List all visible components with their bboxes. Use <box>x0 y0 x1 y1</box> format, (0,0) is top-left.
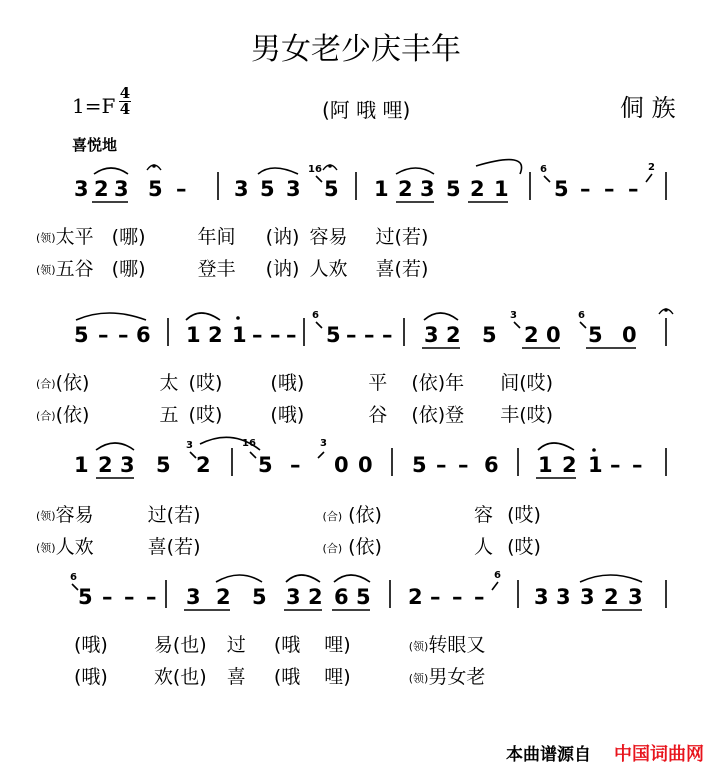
svg-text:2: 2 <box>408 585 423 609</box>
svg-text:1: 1 <box>74 453 89 477</box>
svg-text:3: 3 <box>420 177 435 201</box>
svg-text:0: 0 <box>358 453 373 477</box>
svg-text:–: – <box>382 323 393 347</box>
svg-text:3: 3 <box>114 177 129 201</box>
svg-text:2: 2 <box>398 177 413 201</box>
source-site-link[interactable]: 中国词曲网 <box>614 744 704 765</box>
svg-text:1: 1 <box>494 177 509 201</box>
svg-text:2: 2 <box>446 323 461 347</box>
svg-text:–: – <box>430 585 441 609</box>
svg-text:6: 6 <box>540 164 547 175</box>
svg-text:1: 1 <box>538 453 553 477</box>
svg-text:5: 5 <box>260 177 275 201</box>
svg-text:2: 2 <box>196 453 211 477</box>
svg-text:3: 3 <box>580 585 595 609</box>
svg-text:3: 3 <box>424 323 439 347</box>
svg-text:0: 0 <box>334 453 349 477</box>
svg-text:16: 16 <box>308 164 322 175</box>
svg-text:–: – <box>436 453 447 477</box>
lyric-row1-verse2: (领)五谷 (哪) 登丰 (讷) 人欢 喜(若) <box>36 258 429 280</box>
svg-text:3: 3 <box>286 177 301 201</box>
lyric-row4-verse1: (哦) 易(也) 过 (哦 哩) (领)转眼又 <box>74 634 486 656</box>
svg-text:5: 5 <box>554 177 569 201</box>
svg-text:–: – <box>364 323 375 347</box>
svg-text:6: 6 <box>578 310 585 321</box>
svg-text:3: 3 <box>534 585 549 609</box>
time-signature: 4 4 <box>119 84 131 118</box>
svg-text:–: – <box>146 585 157 609</box>
tempo-marking: 喜悦地 <box>72 136 118 154</box>
svg-text:–: – <box>102 585 113 609</box>
svg-text:0: 0 <box>622 323 637 347</box>
svg-text:6: 6 <box>484 453 499 477</box>
svg-text:–: – <box>604 177 615 201</box>
lyric-row3-verse1: (领)容易 过(若) (合) (依) 容 (哎) <box>36 504 541 526</box>
svg-text:–: – <box>290 453 301 477</box>
svg-text:–: – <box>270 323 281 347</box>
svg-text:5: 5 <box>258 453 273 477</box>
svg-text:3: 3 <box>186 440 193 451</box>
svg-text:5: 5 <box>156 453 171 477</box>
svg-text:–: – <box>176 177 187 201</box>
svg-text:1: 1 <box>186 323 201 347</box>
svg-text:5: 5 <box>482 323 497 347</box>
svg-text:1: 1 <box>374 177 389 201</box>
svg-text:2: 2 <box>524 323 539 347</box>
svg-text:2: 2 <box>470 177 485 201</box>
svg-text:6: 6 <box>136 323 151 347</box>
svg-text:5: 5 <box>74 323 89 347</box>
svg-text:5: 5 <box>356 585 371 609</box>
svg-text:–: – <box>474 585 485 609</box>
svg-text:–: – <box>346 323 357 347</box>
lyric-row2-verse2: (合)(依) 五 (哎) (哦) 谷 (依)登 丰(哎) <box>36 404 554 426</box>
svg-text:16: 16 <box>242 438 256 449</box>
svg-text:6: 6 <box>70 572 77 583</box>
svg-text:2: 2 <box>216 585 231 609</box>
svg-text:–: – <box>286 323 297 347</box>
svg-text:5: 5 <box>588 323 603 347</box>
svg-text:–: – <box>632 453 643 477</box>
svg-text:5: 5 <box>148 177 163 201</box>
svg-text:1: 1 <box>232 323 247 347</box>
song-subtitle: (阿 哦 哩) <box>322 98 411 122</box>
svg-text:2: 2 <box>648 162 655 173</box>
svg-text:5: 5 <box>326 323 341 347</box>
svg-text:5: 5 <box>412 453 427 477</box>
svg-text:5: 5 <box>324 177 339 201</box>
svg-text:3: 3 <box>556 585 571 609</box>
svg-text:3: 3 <box>120 453 135 477</box>
lyric-row1-verse1: (领)太平 (哪) 年间 (讷) 容易 过(若) <box>36 226 429 248</box>
svg-text:–: – <box>580 177 591 201</box>
svg-text:–: – <box>252 323 263 347</box>
svg-text:–: – <box>118 323 129 347</box>
svg-text:3: 3 <box>628 585 643 609</box>
svg-text:3: 3 <box>74 177 89 201</box>
svg-text:2: 2 <box>562 453 577 477</box>
lyric-row2-verse1: (合)(依) 太 (哎) (哦) 平 (依)年 间(哎) <box>36 372 554 394</box>
svg-text:2: 2 <box>208 323 223 347</box>
svg-text:3: 3 <box>186 585 201 609</box>
svg-text:5: 5 <box>78 585 93 609</box>
svg-text:6: 6 <box>494 570 501 581</box>
svg-text:–: – <box>124 585 135 609</box>
svg-text:5: 5 <box>252 585 267 609</box>
svg-text:–: – <box>628 177 639 201</box>
svg-text:6: 6 <box>312 310 319 321</box>
svg-text:5: 5 <box>446 177 461 201</box>
svg-text:–: – <box>610 453 621 477</box>
lyric-row3-verse2: (领)人欢 喜(若) (合) (依) 人 (哎) <box>36 536 541 558</box>
svg-text:–: – <box>98 323 109 347</box>
svg-text:2: 2 <box>98 453 113 477</box>
svg-text:3: 3 <box>320 438 327 449</box>
svg-text:1: 1 <box>588 453 603 477</box>
song-title: 男女老少庆丰年 <box>251 32 461 67</box>
svg-text:3: 3 <box>510 310 517 321</box>
svg-text:2: 2 <box>94 177 109 201</box>
svg-text:–: – <box>452 585 463 609</box>
ethnic-group: 侗 族 <box>620 94 676 122</box>
svg-text:0: 0 <box>546 323 561 347</box>
lyric-row4-verse2: (哦) 欢(也) 喜 (哦 哩) (领)男女老 <box>74 666 486 688</box>
svg-text:3: 3 <box>234 177 249 201</box>
svg-text:–: – <box>458 453 469 477</box>
key-signature: 1=F <box>72 94 116 118</box>
svg-text:2: 2 <box>308 585 323 609</box>
svg-text:3: 3 <box>286 585 301 609</box>
source-note: 本曲谱源自 <box>506 745 591 765</box>
svg-text:6: 6 <box>334 585 349 609</box>
svg-text:2: 2 <box>604 585 619 609</box>
